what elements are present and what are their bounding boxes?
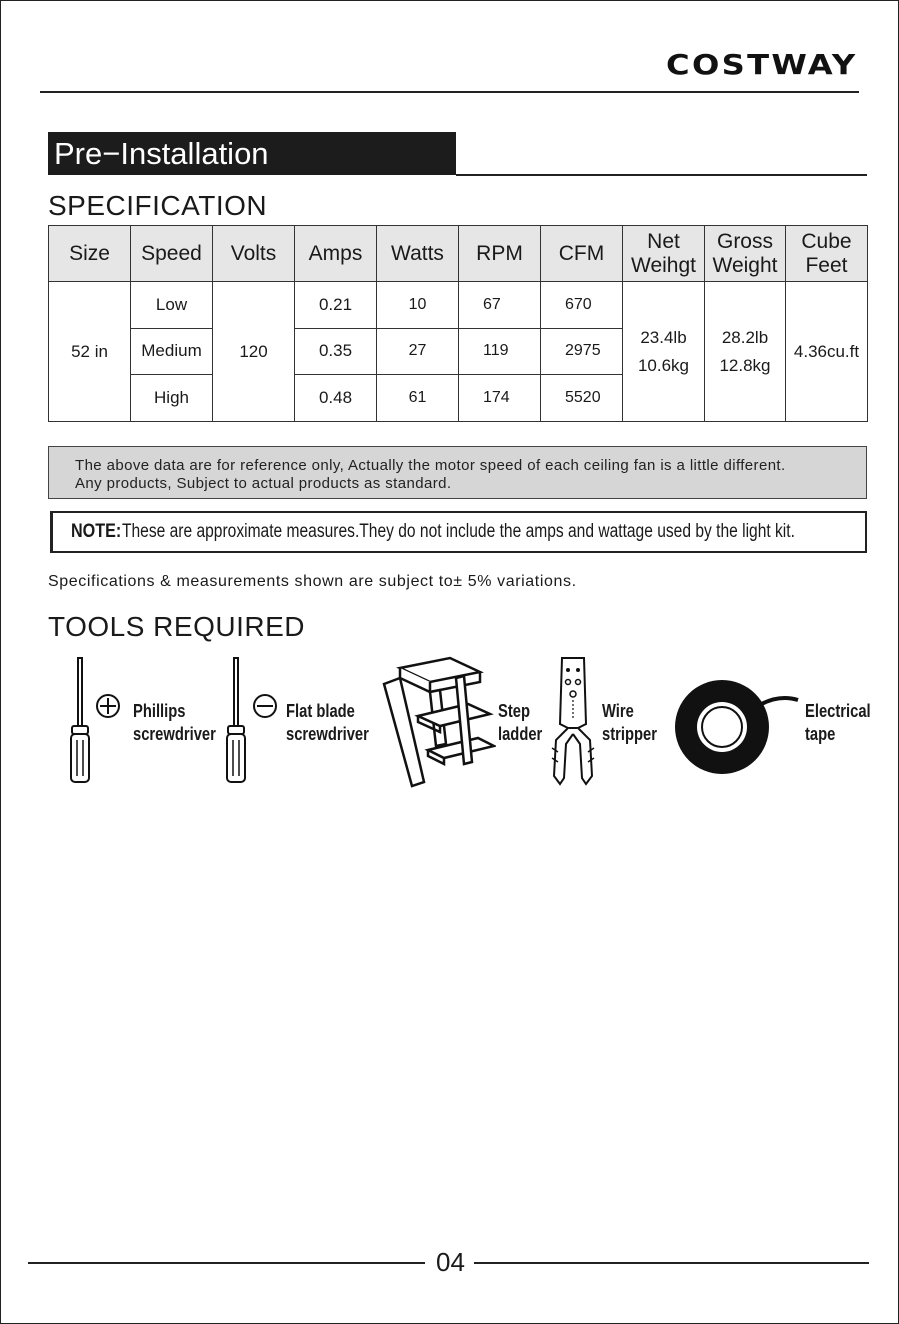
header-cube-feet-line2: Feet (805, 253, 848, 277)
gross-weight-cell (705, 282, 786, 422)
amps-cell: 0.35 (295, 328, 377, 375)
watts-cell: 61 (377, 375, 459, 422)
cfm-cell: 5520 (541, 375, 623, 422)
tool-label-step-ladder (498, 700, 542, 746)
cube-feet-cell: 4.36cu.ft (786, 282, 868, 422)
size-cell: 52 in (49, 282, 131, 422)
footer-divider-left (28, 1262, 425, 1264)
tool-label-line2: screwdriver (286, 724, 369, 744)
tool-label-line1: Phillips (133, 701, 186, 721)
section-divider (456, 174, 867, 176)
flat-blade-screwdriver-icon (222, 656, 284, 786)
variation-text: Specifications & measurements shown are subject to± 5% variations. (48, 573, 577, 590)
step-ladder-icon (378, 654, 496, 788)
speed-cell: Low (131, 282, 213, 329)
specification-table (48, 225, 868, 422)
watts-cell: 27 (377, 328, 459, 375)
wire-stripper-icon (548, 654, 598, 788)
header-cube-feet (786, 226, 868, 282)
page-number: 04 (436, 1247, 465, 1277)
tool-label-phillips (133, 700, 216, 746)
reference-note-box (48, 446, 867, 499)
header-speed: Speed (131, 226, 213, 282)
phillips-screwdriver-icon (66, 656, 130, 786)
speed-cell: Medium (131, 328, 213, 375)
volts-cell: 120 (213, 282, 295, 422)
speed-cell: High (131, 375, 213, 422)
tool-label-line2: stripper (602, 724, 657, 744)
note-box (50, 511, 867, 553)
header-watts: Watts (377, 226, 459, 282)
net-weight-cell (623, 282, 705, 422)
header-amps: Amps (295, 226, 377, 282)
header-gross-weight (705, 226, 786, 282)
header-rpm: RPM (459, 226, 541, 282)
rpm-cell: 67 (459, 282, 541, 329)
header-gross-weight-line2: Weight (712, 253, 778, 277)
specification-heading: SPECIFICATION (48, 190, 268, 221)
tool-label-line2: ladder (498, 724, 543, 744)
gross-weight-kg: 12.8kg (719, 355, 771, 375)
tool-label-line1: Electrical (805, 701, 871, 721)
tool-label-line1: Wire (602, 701, 634, 721)
footer-divider-right (474, 1262, 869, 1264)
header-cfm: CFM (541, 226, 623, 282)
tool-label-line2: screwdriver (133, 724, 216, 744)
header-gross-weight-line1: Gross (716, 229, 773, 253)
tool-label-flat-blade (286, 700, 369, 746)
watts-cell: 10 (377, 282, 459, 329)
header-volts: Volts (213, 226, 295, 282)
header-net-weight (623, 226, 705, 282)
reference-note-line1: The above data are for reference only, Actually the motor speed of each ceiling fan is a little different. (75, 457, 786, 474)
rpm-cell: 119 (459, 328, 541, 375)
header-divider (40, 91, 859, 93)
header-size: Size (49, 226, 131, 282)
table-header-row (49, 226, 868, 282)
amps-cell: 0.21 (295, 282, 377, 329)
gross-weight-lb: 28.2lb (721, 327, 769, 347)
header-net-weight-line2: Weihgt (631, 253, 696, 277)
tools-heading: TOOLS REQUIRED (48, 611, 305, 642)
brand-logo: COSTWAY (666, 48, 858, 81)
net-weight-kg: 10.6kg (637, 355, 690, 375)
amps-cell: 0.48 (295, 375, 377, 422)
tool-label-line1: Flat blade (286, 701, 355, 721)
header-cube-feet-line1: Cube (801, 229, 852, 253)
note-label: NOTE: (71, 521, 122, 542)
section-title: Pre−Installation (48, 132, 456, 175)
electrical-tape-icon (670, 678, 802, 776)
table-row (49, 282, 868, 329)
reference-note-line2: Any products, Subject to actual products as standard. (75, 475, 452, 492)
net-weight-lb: 23.4lb (640, 327, 687, 347)
tool-label-line2: tape (805, 724, 836, 744)
note-text: These are approximate measures.They do not include the amps and wattage used by the light kit. (122, 521, 796, 542)
tool-label-electrical-tape (805, 700, 871, 746)
cfm-cell: 670 (541, 282, 623, 329)
rpm-cell: 174 (459, 375, 541, 422)
header-net-weight-line1: Net (647, 229, 680, 253)
cfm-cell: 2975 (541, 328, 623, 375)
tool-label-line1: Step (498, 701, 530, 721)
tool-label-wire-stripper (602, 700, 657, 746)
